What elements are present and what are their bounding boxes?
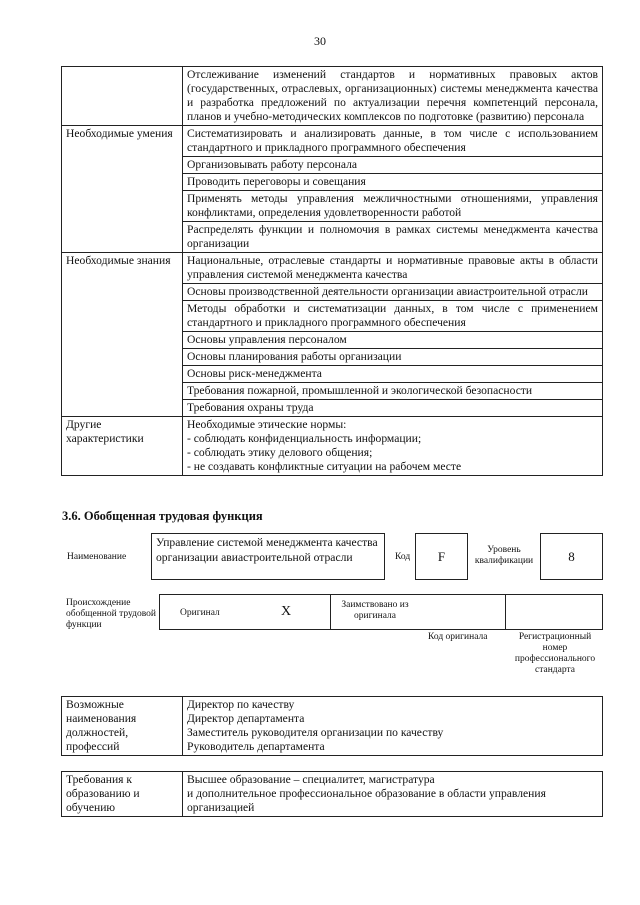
page-number: 30 <box>314 34 326 48</box>
level-value: 8 <box>540 533 603 580</box>
table-row <box>62 417 603 476</box>
reg-number-label: Регистрационный номер профессионального стандарта <box>514 632 596 675</box>
row-label-other: Другие характеристики <box>62 417 183 476</box>
table-cell: Организовывать работу персонала <box>183 157 603 174</box>
table-cell: Основы производственной деятельности организации авиастроительной отрасли <box>183 284 603 301</box>
row-label-skills: Необходимые умения <box>62 126 183 253</box>
row-label <box>62 67 183 126</box>
table-row <box>62 772 603 817</box>
code-original-label: Код оригинала <box>428 632 488 642</box>
origin-original-label: Оригинал <box>180 608 220 618</box>
section-title: 3.6. Обобщенная трудовая функция <box>62 509 263 523</box>
table-cell: Распределять функции и полномочия в рамках системы менеджмента качества организации <box>183 222 603 253</box>
table-cell <box>183 772 603 817</box>
row-label-knowledge: Необходимые знания <box>62 253 183 417</box>
list-item: Директор по качеству <box>187 698 295 711</box>
name-label: Наименование <box>67 552 127 562</box>
table-row <box>62 67 603 126</box>
origin-label: Происхождение обобщенной трудовой функции <box>66 598 156 630</box>
table-cell <box>183 697 603 756</box>
table-cell <box>183 417 603 476</box>
table-cell: Основы планирования работы организации <box>183 349 603 366</box>
origin-mark: X <box>281 604 292 619</box>
table-cell: Требования охраны труда <box>183 400 603 417</box>
table-cell: Систематизировать и анализировать данные, в том числе с использованием стандартного и прикладного программного обеспечения <box>183 126 603 157</box>
table-cell: Требования пожарной, промышленной и экологической безопасности <box>183 383 603 400</box>
level-label: Уровень квалификации <box>474 545 534 566</box>
list-item: Высшее образование – специалитет, магистратура <box>187 773 435 786</box>
table-row <box>62 697 603 756</box>
origin-code-cell <box>505 595 506 629</box>
table-cell: Проводить переговоры и совещания <box>183 174 603 191</box>
borrowed-label: Заимствовано из оригинала <box>341 600 409 621</box>
table-cell: Методы обработки и систематизации данных, в том числе с применением стандартного и прикладного программного обеспечения <box>183 301 603 332</box>
code-label: Код <box>395 552 411 562</box>
cell-line: - соблюдать конфиденциальность информации; <box>187 432 422 445</box>
list-item: и дополнительное профессиональное образование в области управления организацией <box>187 787 546 814</box>
list-item: Заместитель руководителя организации по качеству <box>187 726 444 739</box>
table-cell: Основы риск-менеджмента <box>183 366 603 383</box>
table-cell: Применять методы управления межличностными отношениями, управления конфликтами, определения удовлетворенности работой <box>183 191 603 222</box>
code-value: F <box>415 533 468 580</box>
table-cell: Основы управления персоналом <box>183 332 603 349</box>
positions-label: Возможные наименования должностей, профессий <box>62 697 183 756</box>
name-value: Управление системой менеджмента качества организации авиастроительной отрасли <box>151 533 385 580</box>
list-item: Руководитель департамента <box>187 740 325 753</box>
positions-table <box>61 696 603 756</box>
education-label: Требования к образованию и обучению <box>62 772 183 817</box>
cell-line: - соблюдать этику делового общения; <box>187 446 373 459</box>
education-table <box>61 771 603 817</box>
cell-line: Необходимые этические нормы: <box>187 418 347 431</box>
table-row <box>62 126 603 157</box>
list-item: Директор департамента <box>187 712 305 725</box>
cell-line: - не создавать конфликтные ситуации на рабочем месте <box>187 460 462 473</box>
table-cell: Отслеживание изменений стандартов и нормативных правовых актов (государственных, отраслевых, организационных) системы менеджмента качества и разработка предложений по актуализации перечня компетенций персонала, планов и учебно-методических комплексов по подготовке (развитию) персонала <box>183 67 603 126</box>
table-cell: Национальные, отраслевые стандарты и нормативные правовые акты в области управления системой менеджмента качества <box>183 253 603 284</box>
competency-table <box>61 66 603 476</box>
table-row <box>62 253 603 284</box>
